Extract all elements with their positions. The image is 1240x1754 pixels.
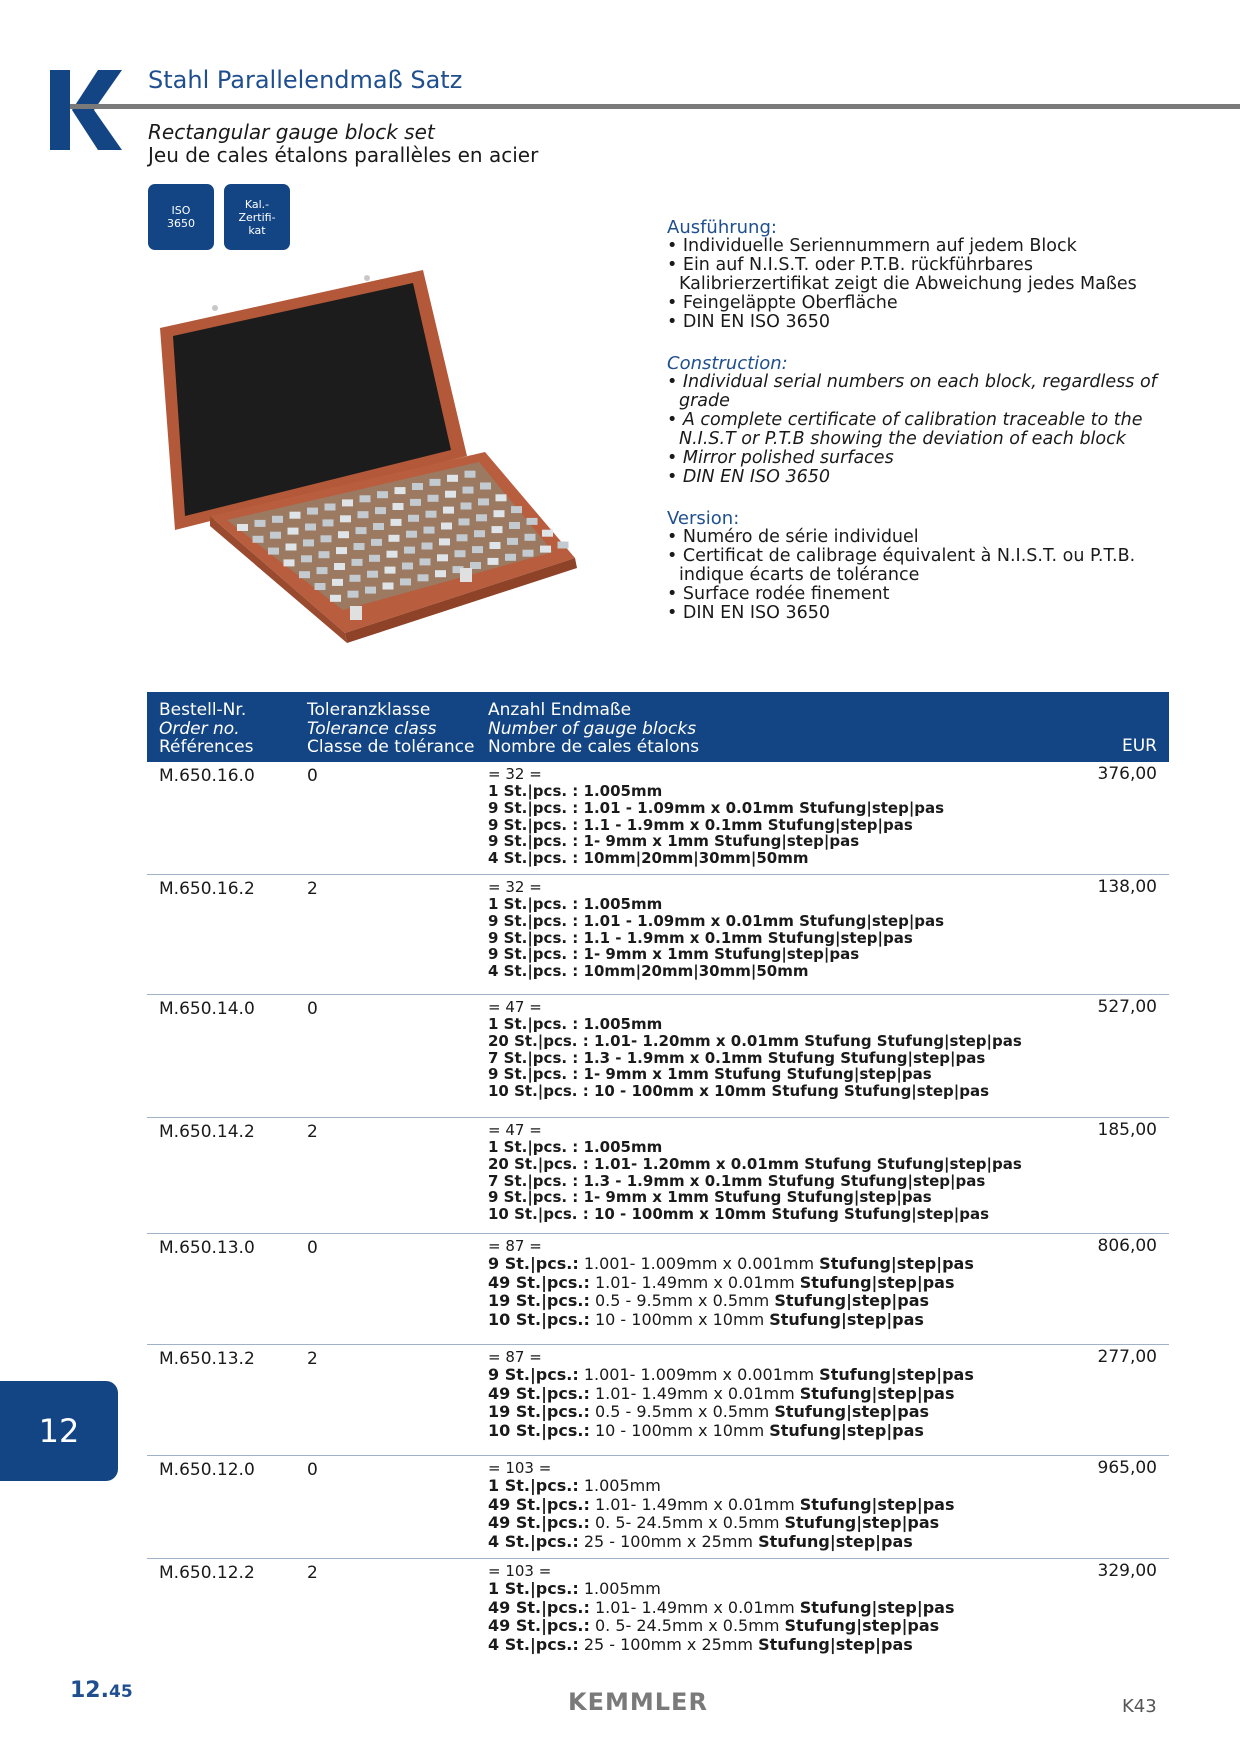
gauge-block [494,510,505,517]
tolerance-class: 0 [307,999,318,1019]
block-line-step: Stufung|step|pas [774,1402,930,1421]
gauge-block [268,548,279,555]
header-line: Bestell-Nr. [159,700,247,720]
block-line-range: 1.005mm [578,1579,661,1598]
block-line-step: Stufung|step|pas [774,1291,930,1310]
gauge-block [356,527,367,534]
block-line-range: 0. 5- 24.5mm x 0.5mm [589,1616,785,1635]
title-french: Jeu de cales étalons parallèles en acier [148,143,539,167]
block-line: 7 St.|pcs. : 1.3 - 1.9mm x 0.1mm Stufung Stufung|step|pas [488,1048,986,1067]
header-line: Nombre de cales étalons [488,737,700,757]
gauge-block [315,583,326,590]
badge-kal-line: Zertifi- [238,210,276,224]
block-line-range: 1.001- 1.009mm x 0.001mm [578,1365,820,1384]
order-number: M.650.12.0 [159,1460,255,1480]
gauge-block [455,550,466,557]
block-line-count: 49 St.|pcs.: [488,1494,590,1514]
header-line: Order no. [159,718,240,739]
calibration-certificate-badge [224,184,290,250]
gauge-block [461,503,472,510]
block-line-range: 0.5 - 9.5mm x 0.5mm [589,1402,775,1421]
gauge-block [360,495,371,502]
block-line-count: 49 St.|pcs.: [488,1383,590,1403]
page-number [70,1678,133,1703]
gauge-block [354,543,365,550]
block-line: 4 St.|pcs. : 10mm|20mm|30mm|50mm [488,962,809,981]
block-line-count: 10 St.|pcs.: [488,1309,590,1329]
gauge-block [404,547,415,554]
block-line-step: Stufung|step|pas [769,1420,924,1440]
block-line: 9 St.|pcs. : 1.1 - 1.9mm x 0.1mm Stufung|step|pas [488,928,913,947]
block-total: = 87 = [488,1348,542,1366]
order-number: M.650.13.2 [159,1349,255,1369]
header-line: Références [159,737,254,757]
catalog-code: K43 [1122,1696,1157,1717]
order-number: M.650.13.0 [159,1238,255,1258]
tolerance-class: 0 [307,1460,318,1480]
gauge-block [338,531,349,538]
block-line-count: 9 St.|pcs.: [488,1365,579,1384]
block-line: 9 St.|pcs. : 1.01 - 1.09mm x 0.01mm Stufung|step|pas [488,911,945,930]
gauge-block [305,524,316,531]
gauge-block [558,542,569,549]
block-line-range: 10 - 100mm x 10mm [589,1309,770,1329]
gauge-block [492,526,503,533]
price: 376,00 [1097,764,1157,784]
block-line: 9 St.|pcs. : 1- 9mm x 1mm Stufung Stufung|step|pas [488,1188,932,1207]
feature-block-de [667,218,1187,332]
gauge-block-case-photo [155,268,585,643]
block-line [488,1496,1048,1515]
gauge-block [367,571,378,578]
gauge-block [317,567,328,574]
block-line-count: 19 St.|pcs.: [488,1402,590,1421]
gauge-block [435,570,446,577]
block-total: = 103 = [488,1459,552,1477]
block-total: = 47 = [488,1121,542,1139]
gauge-block [406,531,417,538]
header-number-of-blocks [488,701,699,757]
block-line: 1 St.|pcs. : 1.005mm [488,782,663,800]
block-composition [488,879,1048,980]
header-rule [70,104,1240,109]
gauge-block [303,539,314,546]
gauge-block [402,563,413,570]
gauge-block [284,559,295,566]
block-line-step: Stufung|step|pas [784,1616,940,1635]
block-line-count: 1 St.|pcs.: [488,1579,579,1598]
block-line-count: 9 St.|pcs.: [488,1254,579,1273]
order-number: M.650.16.0 [159,766,255,786]
gauge-block [443,507,454,514]
gauge-block [426,511,437,518]
block-total: = 32 = [488,878,542,896]
block-line-range: 1.01- 1.49mm x 0.01mm [589,1383,800,1403]
price: 806,00 [1097,1236,1157,1256]
gauge-block [395,487,406,494]
gauge-block [441,523,452,530]
price: 277,00 [1097,1347,1157,1367]
header-price-eur: EUR [1122,736,1157,756]
feature-list [667,218,1187,645]
block-line-step: Stufung|step|pas [784,1513,940,1532]
feature-item: • DIN EN ISO 3650 [667,468,1187,487]
gauge-block [371,539,382,546]
title-german: Stahl Parallelendmaß Satz [148,66,463,94]
gauge-block [439,538,450,545]
gauge-block [474,530,485,537]
block-line [488,1292,1048,1311]
title-english: Rectangular gauge block set [148,120,435,144]
header-line: Anzahl Endmaße [488,700,632,720]
gauge-block [420,558,431,565]
header-order-no [159,701,253,757]
gauge-block [348,591,359,598]
block-line-range: 1.01- 1.49mm x 0.01mm [589,1494,800,1514]
block-total: = 32 = [488,765,542,783]
block-line [488,1385,1048,1404]
block-composition [488,1563,1048,1654]
gauge-block [542,530,553,537]
gauge-block [332,579,343,586]
gauge-block [430,479,441,486]
block-total: = 87 = [488,1237,542,1255]
gauge-block [496,494,507,501]
page-number-main: 12. [70,1678,109,1703]
block-line: 10 St.|pcs. : 10 - 100mm x 10mm Stufung Stufung|step|pas [488,1205,990,1224]
gauge-block [352,559,363,566]
gauge-block [342,499,353,506]
block-line-count: 10 St.|pcs.: [488,1420,590,1440]
gauge-block [319,551,330,558]
gauge-block [393,503,404,510]
block-line-range: 25 - 100mm x 25mm [578,1634,759,1654]
gauge-block [478,498,489,505]
block-line-range: 0. 5- 24.5mm x 0.5mm [589,1513,785,1532]
tolerance-class: 2 [307,879,318,899]
order-number: M.650.12.2 [159,1563,255,1583]
block-line [488,1366,1048,1385]
gauge-block [377,491,388,498]
gauge-block [299,571,310,578]
gauge-block [472,546,483,553]
gauge-block [237,524,248,531]
block-line-count: 19 St.|pcs.: [488,1291,590,1310]
gauge-block [509,522,520,529]
gauge-block [323,519,334,526]
block-line-count: 1 St.|pcs.: [488,1476,579,1495]
gauge-block [540,546,551,553]
gauge-block [330,595,341,602]
block-composition [488,1460,1048,1551]
block-line: 20 St.|pcs. : 1.01- 1.20mm x 0.01mm Stufung Stufung|step|pas [488,1154,1022,1173]
gauge-block [350,575,361,582]
gauge-block [480,483,491,490]
block-line [488,1477,1048,1496]
block-line [488,1514,1048,1533]
tolerance-class: 2 [307,1349,318,1369]
brand-wordmark: KEMMLER [568,1688,708,1716]
block-line-step: Stufung|step|pas [799,1494,955,1514]
tolerance-class: 2 [307,1122,318,1142]
order-number: M.650.14.2 [159,1122,255,1142]
feature-item: • Individual serial numbers on each block, regardless of grade [667,373,1187,411]
gauge-block [470,562,481,569]
gauge-block [424,527,435,534]
header-tolerance-class [307,701,474,757]
price: 965,00 [1097,1458,1157,1478]
block-line-count: 49 St.|pcs.: [488,1513,590,1532]
block-line-step: Stufung|step|pas [758,1531,913,1551]
block-line [488,1311,1048,1330]
table-row [147,1456,1169,1559]
gauge-block [290,512,301,519]
block-line-range: 1.001- 1.009mm x 0.001mm [578,1254,820,1273]
gauge-block [412,483,423,490]
block-line-count: 4 St.|pcs.: [488,1531,579,1551]
block-line-step: Stufung|step|pas [799,1383,955,1403]
feature-item: • A complete certificate of calibration traceable to the N.I.S.T or P.T.B showing the deviation of each block [667,411,1187,449]
badge-iso-line: 3650 [167,217,195,230]
block-line: 9 St.|pcs. : 1- 9mm x 1mm Stufung Stufung|step|pas [488,1065,932,1084]
block-line: 9 St.|pcs. : 1- 9mm x 1mm Stufung|step|pas [488,832,860,851]
block-line-step: Stufung|step|pas [799,1272,955,1292]
gauge-block [325,504,336,511]
gauge-block [457,534,468,541]
block-line: 10 St.|pcs. : 10 - 100mm x 10mm Stufung Stufung|step|pas [488,1082,990,1101]
chapter-tab: 12 [0,1381,118,1481]
table-header [147,692,1169,762]
block-total: = 103 = [488,1562,552,1580]
block-line-step: Stufung|step|pas [758,1634,913,1654]
block-line-range: 10 - 100mm x 10mm [589,1420,770,1440]
gauge-block [428,495,439,502]
table-row [147,762,1169,875]
block-line [488,1255,1048,1274]
gauge-block [476,514,487,521]
gauge-block [505,554,516,561]
feature-item: • DIN EN ISO 3650 [667,604,1187,623]
block-line [488,1599,1048,1618]
table-row [147,1345,1169,1456]
page-number-sub: 45 [108,1682,133,1702]
block-total: = 47 = [488,998,542,1016]
gauge-block [525,534,536,541]
block-line: 9 St.|pcs. : 1.1 - 1.9mm x 0.1mm Stufung|step|pas [488,815,913,834]
feature-item: • Numéro de série individuel [667,528,1187,547]
gauge-block [445,491,456,498]
gauge-block [272,516,283,523]
gauge-block [301,555,312,562]
gauge-block [400,578,411,585]
price: 185,00 [1097,1120,1157,1140]
gauge-block [422,543,433,550]
gauge-block [385,567,396,574]
block-line-range: 1.01- 1.49mm x 0.01mm [589,1272,800,1292]
header-line: Toleranzklasse [307,700,431,720]
table-body [147,762,1169,1663]
block-line-step: Stufung|step|pas [799,1597,955,1617]
price: 527,00 [1097,997,1157,1017]
gauge-block [459,518,470,525]
gauge-block [270,532,281,539]
gauge-block [365,587,376,594]
table-row [147,1234,1169,1345]
gauge-block [389,535,400,542]
block-line-range: 1.005mm [578,1476,661,1495]
block-composition [488,1238,1048,1329]
block-line-range: 0.5 - 9.5mm x 0.5mm [589,1291,775,1310]
block-line-range: 25 - 100mm x 25mm [578,1531,759,1551]
tolerance-class: 2 [307,1563,318,1583]
header-line: Tolerance class [307,718,437,739]
order-number: M.650.14.0 [159,999,255,1019]
header-line: Number of gauge blocks [488,718,697,739]
feature-heading: Version: [667,508,740,529]
feature-item: • Ein auf N.I.S.T. oder P.T.B. rückführbares Kalibrierzertifikat zeigt die Abweichung jedes Maßes [667,256,1187,294]
feature-block-en [667,354,1187,487]
block-line-step: Stufung|step|pas [769,1309,924,1329]
gauge-block [286,544,297,551]
block-line-count: 49 St.|pcs.: [488,1597,590,1617]
iso-3650-badge [148,184,214,250]
feature-item: • DIN EN ISO 3650 [667,313,1187,332]
gauge-block [253,536,264,543]
table-row [147,1559,1169,1663]
block-line-count: 49 St.|pcs.: [488,1272,590,1292]
gauge-block [373,523,384,530]
gauge-block [490,542,501,549]
block-line [488,1636,1048,1655]
kemmler-k-logo [50,70,122,150]
feature-item: • Certificat de calibrage équivalent à N.I.S.T. ou P.T.B. indique écarts de tolérance [667,547,1187,585]
block-composition [488,999,1048,1100]
block-line [488,1617,1048,1636]
gauge-block [410,499,421,506]
gauge-block [334,563,345,570]
feature-heading: Ausführung: [667,217,777,238]
gauge-block [387,551,398,558]
gauge-block [465,471,476,478]
gauge-block [507,538,518,545]
gauge-block [418,574,429,581]
gauge-block [523,550,534,557]
gauge-block [383,583,394,590]
gauge-block [375,507,386,514]
block-line [488,1580,1048,1599]
gauge-block [255,520,266,527]
feature-heading: Construction: [667,353,788,374]
gauge-block [307,508,318,515]
gauge-block [369,555,380,562]
tolerance-class: 0 [307,1238,318,1258]
table-row [147,1118,1169,1234]
gauge-block [437,554,448,561]
block-line-count: 4 St.|pcs.: [488,1634,579,1654]
badge-kal-line: Kal.- [244,197,270,211]
block-line: 7 St.|pcs. : 1.3 - 1.9mm x 0.1mm Stufung Stufung|step|pas [488,1171,986,1190]
gauge-block [340,515,351,522]
block-line-step: Stufung|step|pas [819,1254,974,1273]
header-line: Classe de tolérance [307,737,475,757]
block-line [488,1533,1048,1552]
badge-kal-line: kat [248,223,266,237]
gauge-block [527,518,538,525]
order-number: M.650.16.2 [159,879,255,899]
block-line-count: 49 St.|pcs.: [488,1616,590,1635]
feature-block-fr [667,509,1187,623]
price: 138,00 [1097,877,1157,897]
table-row [147,995,1169,1118]
gauge-block [408,515,419,522]
block-composition [488,1122,1048,1223]
block-line [488,1274,1048,1293]
table-row [147,875,1169,995]
badge-iso-line: ISO [171,204,191,217]
block-line-step: Stufung|step|pas [819,1365,974,1384]
gauge-block [321,535,332,542]
tolerance-class: 0 [307,766,318,786]
block-line: 1 St.|pcs. : 1.005mm [488,1015,663,1033]
block-composition [488,1349,1048,1440]
block-line: 9 St.|pcs. : 1.01 - 1.09mm x 0.01mm Stufung|step|pas [488,798,945,817]
gauge-block [358,511,369,518]
gauge-block [463,487,474,494]
price: 329,00 [1097,1561,1157,1581]
gauge-block [288,528,299,535]
block-line [488,1403,1048,1422]
feature-item: • Mirror polished surfaces [667,449,1187,468]
block-line-range: 1.01- 1.49mm x 0.01mm [589,1597,800,1617]
gauge-block [391,519,402,526]
gauge-block [511,506,522,513]
block-line [488,1422,1048,1441]
block-line: 1 St.|pcs. : 1.005mm [488,1138,663,1156]
block-composition [488,766,1048,867]
gauge-block [447,475,458,482]
block-line: 4 St.|pcs. : 10mm|20mm|30mm|50mm [488,849,809,868]
feature-item: • Individuelle Seriennummern auf jedem Block [667,237,1187,256]
block-line: 9 St.|pcs. : 1- 9mm x 1mm Stufung|step|pas [488,945,860,964]
gauge-block [488,558,499,565]
feature-item: • Feingeläppte Oberfläche [667,294,1187,313]
gauge-block [336,547,347,554]
block-line: 1 St.|pcs. : 1.005mm [488,895,663,913]
feature-item: • Surface rodée finement [667,585,1187,604]
block-line: 20 St.|pcs. : 1.01- 1.20mm x 0.01mm Stufung Stufung|step|pas [488,1031,1022,1050]
